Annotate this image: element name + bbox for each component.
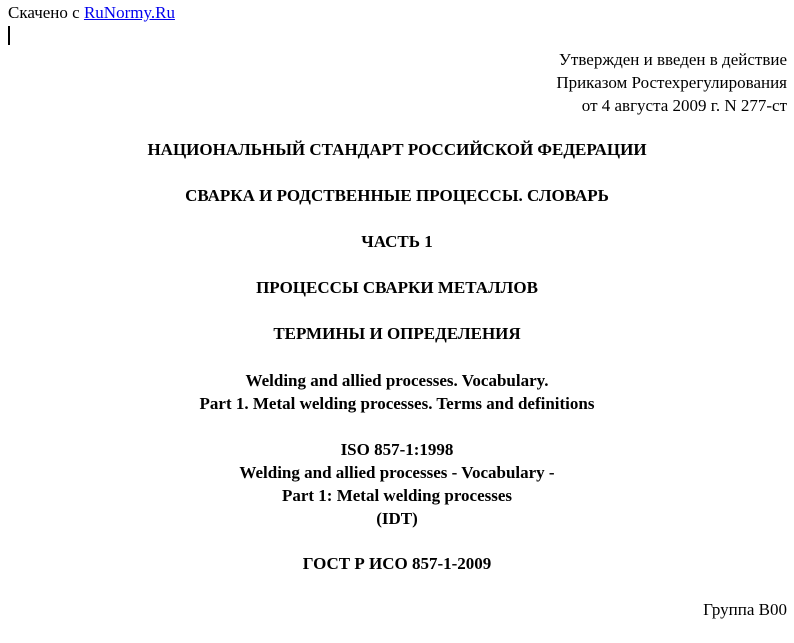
approval-line-2: Приказом Ростехрегулирования <box>556 73 787 92</box>
part-title: ПРОЦЕССЫ СВАРКИ МЕТАЛЛОВ <box>256 278 538 297</box>
iso-identity: (IDT) <box>376 509 418 528</box>
english-title <box>0 369 794 415</box>
main-title: СВАРКА И РОДСТВЕННЫЕ ПРОЦЕССЫ. СЛОВАРЬ <box>185 186 609 205</box>
text-cursor <box>8 26 10 45</box>
terms-heading: ТЕРМИНЫ И ОПРЕДЕЛЕНИЯ <box>273 324 521 343</box>
gost-code: ГОСТ Р ИСО 857-1-2009 <box>302 554 492 573</box>
part-heading: ЧАСТЬ 1 <box>361 232 433 251</box>
source-line <box>8 3 175 23</box>
runormy-link[interactable]: RuNormy.Ru <box>83 3 175 22</box>
iso-title-line-1: Welding and allied processes - Vocabulary - <box>239 463 555 482</box>
approval-line-1: Утвержден и введен в действие <box>558 50 787 69</box>
english-title-line-1: Welding and allied processes. Vocabulary. <box>245 371 549 390</box>
approval-line-3: от 4 августа 2009 г. N 277-ст <box>581 96 787 115</box>
national-standard-heading: НАЦИОНАЛЬНЫЙ СТАНДАРТ РОССИЙСКОЙ ФЕДЕРАЦИИ <box>147 140 647 159</box>
iso-reference <box>0 438 794 530</box>
iso-title-line-2: Part 1: Metal welding processes <box>281 486 513 505</box>
approval-block <box>556 48 787 117</box>
group-code: Группа В00 <box>703 600 787 619</box>
english-title-line-2: Part 1. Metal welding processes. Terms and definitions <box>199 394 595 413</box>
source-prefix: Скачено с <box>8 3 80 22</box>
iso-code: ISO 857-1:1998 <box>340 440 454 459</box>
